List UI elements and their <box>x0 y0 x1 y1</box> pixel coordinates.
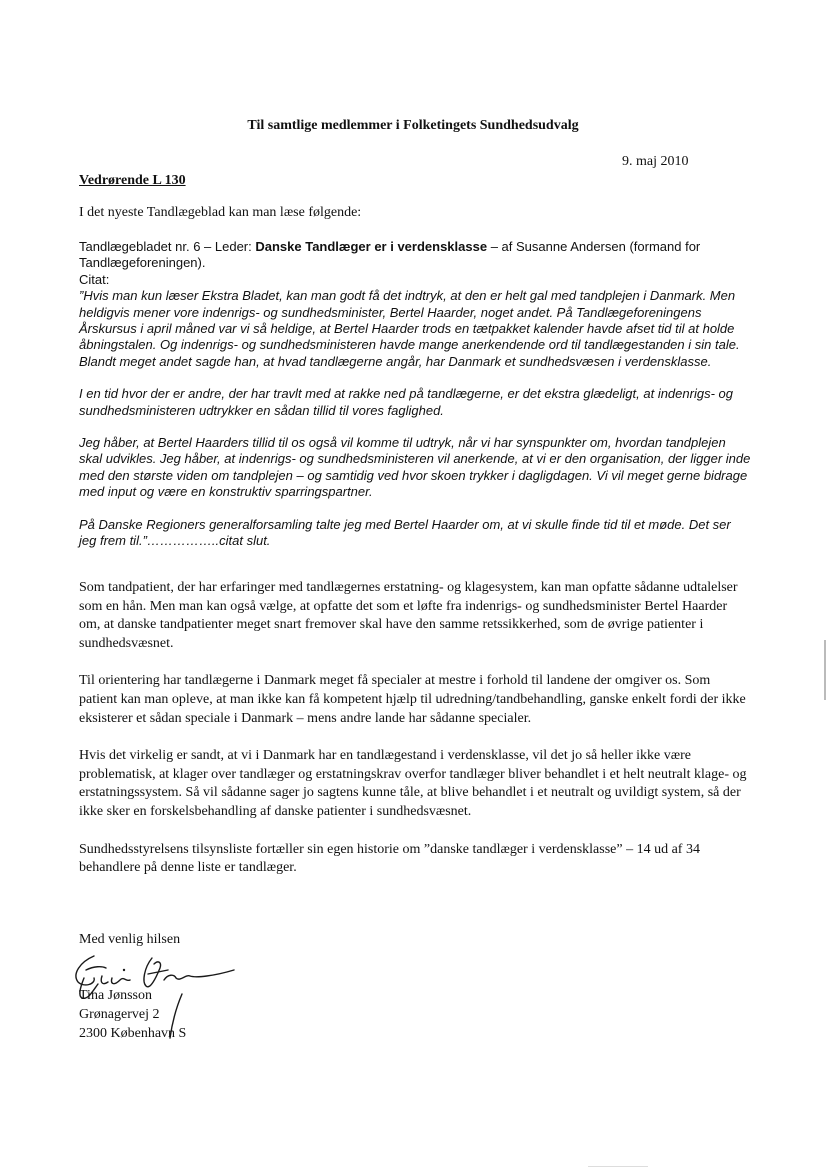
source-line <box>79 239 751 272</box>
scan-bottom-mark <box>588 1166 648 1167</box>
body-paragraph: Sundhedsstyrelsens tilsynsliste fortæller sin egen historie om ”danske tandlæger i verdensklasse” – 14 ud af 34 behandlere på denne liste er tandlæger. <box>79 841 700 876</box>
quote-paragraph: Jeg håber, at Bertel Haarders tillid til os også vil komme til udtryk, når vi har synspunkter om, hvordan tandplejen skal udvikles. Jeg håber, at indenrigs- og sundhedsministeren vil anerkende, at vi er den organisation, der ligger inde med den største viden om tandplejen – og samtidig ved hvor skoen trykker i dagligdagen. Vi vil meget gerne bidrage med input og være en konstruktiv sparringspartner. <box>79 435 751 500</box>
letter-heading: Til samtlige medlemmer i Folketingets Sundhedsudvalg <box>247 118 579 133</box>
source-suffix: – af Susanne Andersen (formand for Tandlægeforeningen). <box>79 239 701 271</box>
closing-line: Med venlig hilsen <box>79 932 181 947</box>
source-prefix: Tandlægebladet nr. 6 – Leder: <box>79 239 256 254</box>
citat-label: Citat: <box>79 271 110 287</box>
sender-block <box>79 986 186 1043</box>
sender-street: Grønagervej 2 <box>79 1007 160 1022</box>
body-paragraph: Til orientering har tandlægerne i Danmark meget få specialer at mestre i forhold til landene der omgiver os. Som patient kan man opleve, at man ikke kan få kompetent hjælp til udredning/tandbehandling, ganske enkelt fordi der ikke eksisterer et sådan speciale i Danmark – mens andre lande har sådanne specialer. <box>79 673 746 726</box>
body-paragraph: Hvis det virkelig er sandt, at vi i Danmark har en tandlægestand i verdensklasse, vil det jo så heller ikke være problematisk, at klager over tandlæger og erstatningskrav overfor tandlæger bliver behandlet i et helt neutralt klage- og erstatningssystem. Så vil sådanne sager jo sagtens kunne tåle, at blive behandlet i et neutralt og uvildigt system, så der ikke sker en forskelsbehandling af danske patienter i sundhedsvæsnet. <box>79 748 747 819</box>
letter-body <box>79 579 749 897</box>
quote-paragraph: På Danske Regioners generalforsamling talte jeg med Bertel Haarder om, at vi skulle finde tid til et møde. Det ser jeg frem til.”……………..citat slut. <box>79 516 731 549</box>
citation-block <box>79 239 751 550</box>
intro-line: I det nyeste Tandlægeblad kan man læse følgende: <box>79 205 362 220</box>
quote-paragraph: ”Hvis man kun læser Ekstra Bladet, kan man godt få det indtryk, at den er helt gal med tandplejen i Danmark. Men heldigvis mener vore indenrigs- og sundhedsminister, Bertel Haarder, noget andet. På Tandlægeforeningens Årskursus i april måned var vi så heldige, at Bertel Haarder trods en tætpakket kalender havde afset tid til at holde åbningstalen. Og indenrigs- og sundhedsministeren havde mange anerkendende ord til tandlægestanden i sin tale. Blandt meget andet sagde han, at hvad tandlægerne angår, har Danmark et sundhedsvæsen i verdensklasse. <box>79 288 740 369</box>
quote-paragraph: I en tid hvor der er andre, der har travlt med at rakke ned på tandlægerne, er det ekstra glædeligt, at indenrigs- og sundhedsministeren udtrykker en sådan tillid til vores faglighed. <box>79 386 733 418</box>
sender-city: 2300 København S <box>79 1026 187 1041</box>
body-paragraph: Som tandpatient, der har erfaringer med tandlægernes erstatning- og klagesystem, kan man opfatte sådanne udtalelser som en hån. Men man kan også vælge, at opfatte det som et løfte fra indenrigs- og sundhedsminister Bertel Haarder om, at danske tandpatienter meget snart fremover skal have den samme retssikkerhed, som de øvrige patienter i sundhedsvæsnet. <box>79 580 738 651</box>
letter-date: 9. maj 2010 <box>622 154 689 169</box>
sender-name: Tina Jønsson <box>79 988 153 1003</box>
source-title: Danske Tandlæger er i verdensklasse <box>255 239 488 254</box>
letter-subject: Vedrørende L 130 <box>79 173 186 188</box>
